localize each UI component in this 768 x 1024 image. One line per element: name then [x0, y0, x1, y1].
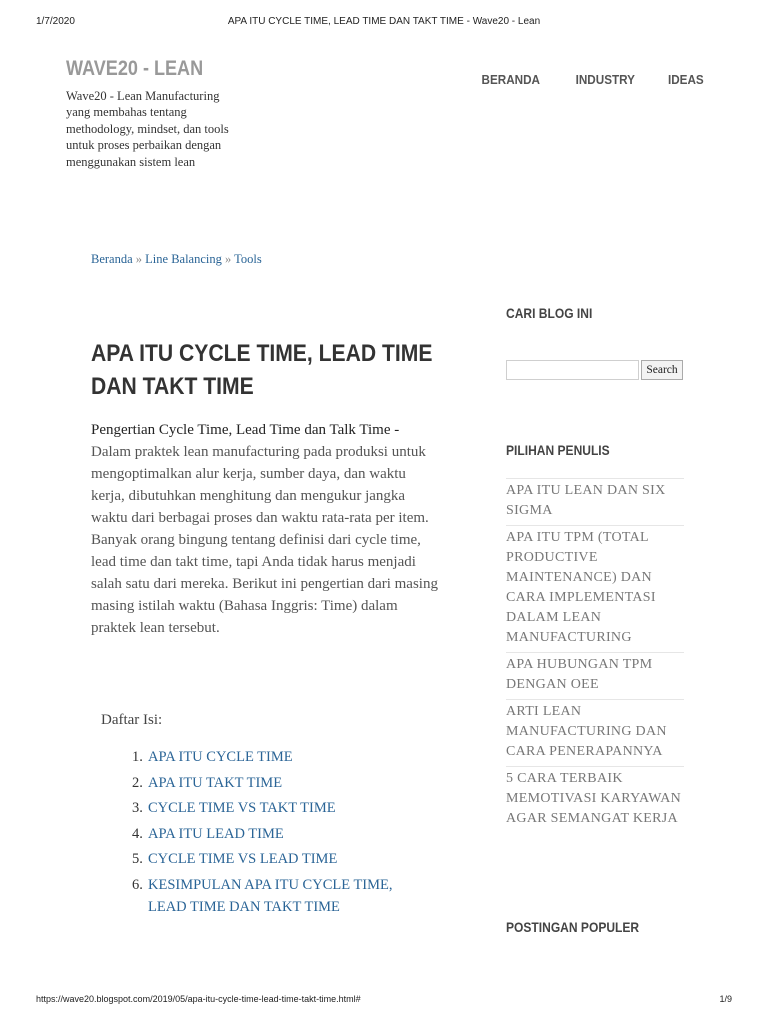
toc-item	[132, 797, 422, 819]
post-body-text: Dalam praktek lean manufacturing pada produksi untuk mengoptimalkan alur kerja, sumber daya, dan waktu kerja, dibutuhkan menghitung dan mengukur jangka waktu dari berbagai proses dan waktu rata-rata per item. Banyak orang bingung tentang definisi dari cycle time, lead time dan takt time, tapi Anda tidak harus menjadi salah satu dari mereka. Berikut ini pengertian dari masing masing istilah waktu (Bahasa Inggris: Time) dalam praktek lean tersebut.	[91, 444, 438, 636]
table-of-contents	[132, 746, 422, 921]
nav-item-beranda[interactable]: BERANDA	[481, 72, 541, 87]
post-lead-dash: -	[390, 422, 400, 438]
picks-heading: PILIHAN PENULIS	[506, 442, 610, 458]
breadcrumb-item-beranda[interactable]: Beranda	[91, 252, 133, 266]
post-title: APA ITU CYCLE TIME, LEAD TIME DAN TAKT TIME	[91, 340, 433, 400]
toc-item	[132, 772, 422, 794]
toc-item-number: 4.	[132, 825, 143, 842]
breadcrumb-separator: »	[225, 252, 232, 266]
top-nav	[475, 72, 704, 87]
print-header	[0, 16, 768, 30]
nav-item-industry[interactable]: INDUSTRY	[575, 72, 636, 87]
breadcrumb-separator: »	[135, 252, 143, 266]
toc-item	[132, 823, 422, 845]
site-title[interactable]: WAVE20 - LEAN	[66, 57, 204, 80]
toc-item-number: 3.	[132, 800, 143, 816]
toc-item	[132, 848, 422, 870]
author-picks-list	[506, 478, 684, 833]
list-item[interactable]: APA ITU LEAN DAN SIX SIGMA	[506, 479, 684, 526]
print-footer	[0, 994, 768, 1008]
search-heading: CARI BLOG INI	[506, 305, 593, 321]
list-item[interactable]: ARTI LEAN MANUFACTURING DAN CARA PENERAPANNYA	[506, 700, 684, 767]
toc-label: Daftar Isi:	[101, 712, 163, 728]
list-item[interactable]: APA HUBUNGAN TPM DENGAN OEE	[506, 653, 684, 700]
breadcrumb-item-tools[interactable]: Tools	[234, 252, 262, 266]
toc-link[interactable]: CYCLE TIME VS LEAD TIME	[148, 851, 338, 867]
breadcrumb	[91, 252, 262, 267]
list-item[interactable]: APA ITU TPM (TOTAL PRODUCTIVE MAINTENANCE) DAN CARA IMPLEMENTASI DALAM LEAN MANUFACTURING	[506, 526, 684, 653]
toc-item	[132, 874, 422, 918]
toc-link[interactable]: KESIMPULAN APA ITU CYCLE TIME, LEAD TIME DAN TAKT TIME	[148, 876, 393, 915]
search-input[interactable]	[506, 360, 639, 380]
print-url: https://wave20.blogspot.com/2019/05/apa-itu-cycle-time-lead-time-takt-time.html#	[36, 994, 361, 1004]
toc-link[interactable]: APA ITU TAKT TIME	[148, 774, 283, 791]
popular-posts-heading: POSTINGAN POPULER	[506, 919, 640, 935]
toc-item-number: 6.	[132, 876, 143, 893]
toc-link[interactable]: APA ITU LEAD TIME	[148, 825, 284, 842]
post-lead: Pengertian Cycle Time, Lead Time dan Talk Time	[91, 422, 391, 438]
nav-item-ideas[interactable]: IDEAS	[668, 72, 704, 87]
toc-link[interactable]: CYCLE TIME VS TAKT TIME	[148, 800, 336, 816]
site-description: Wave20 - Lean Manufacturing yang membahas tentang methodology, mindset, dan tools untuk proses perbaikan dengan menggunakan sistem lean	[66, 89, 229, 169]
toc-item-number: 1.	[132, 749, 143, 765]
print-page-title: APA ITU CYCLE TIME, LEAD TIME DAN TAKT TIME - Wave20 - Lean	[227, 16, 541, 27]
list-item[interactable]: 5 CARA TERBAIK MEMOTIVASI KARYAWAN AGAR SEMANGAT KERJA	[506, 771, 682, 826]
toc-item	[132, 746, 422, 768]
toc-item-number: 5.	[132, 851, 143, 867]
breadcrumb-item-line-balancing[interactable]: Line Balancing	[145, 252, 222, 266]
print-date: 1/7/2020	[36, 16, 75, 27]
toc-link[interactable]: APA ITU CYCLE TIME	[148, 749, 293, 765]
post-intro	[91, 419, 441, 639]
toc-item-number: 2.	[132, 774, 143, 791]
search-button[interactable]: Search	[641, 360, 683, 380]
print-page-number: 1/9	[719, 994, 732, 1004]
